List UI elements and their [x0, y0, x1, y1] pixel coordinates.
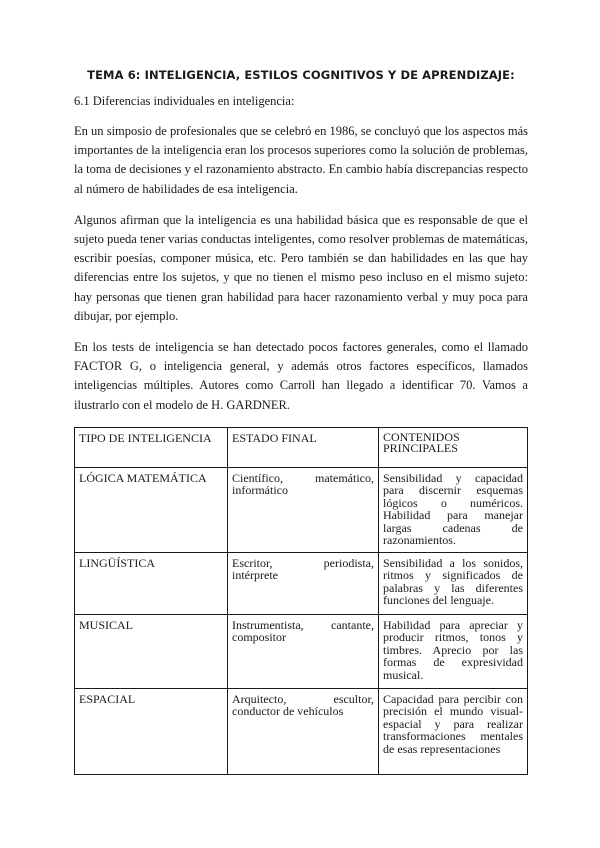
- cell-final-state: Escritor, periodista, intérprete: [228, 552, 379, 614]
- header-cell-contents: CONTENIDOS PRINCIPALES: [379, 427, 528, 467]
- section-subtitle: 6.1 Diferencias individuales en inteligencia:: [74, 94, 295, 108]
- cell-final-state: Científico, matemático, informático: [228, 467, 379, 552]
- table-row: [75, 552, 528, 614]
- cell-contents: Habilidad para apreciar y producir ritmos, tonos y timbres. Aprecio por las formas de expresividad musical.: [379, 614, 528, 688]
- paragraph-2: Algunos afirman que la inteligencia es una habilidad básica que es responsable de que el sujeto pueda tener varias conductas inteligentes, como resolver problemas de matemáticas, escribir poesías, componer música, etc. Pero también se dan habilidades en las que hay diferencias entre los sujetos, y que no tienen el mismo peso incluso en el mismo sujeto: hay personas que tienen gran habilidad para hacer razonamiento verbal y muy poca para dibujar, por ejemplo.: [74, 212, 529, 323]
- header-cell-final-state: ESTADO FINAL: [228, 427, 379, 467]
- table-row: [75, 614, 528, 688]
- cell-contents: Sensibilidad a los sonidos, ritmos y significados de palabras y las diferentes funciones del lenguaje.: [379, 552, 528, 614]
- paragraph-3: En los tests de inteligencia se han detectado pocos factores generales, como el llamado FACTOR G, o inteligencia general, y además otros factores específicos, llamados inteligencias múltiples. Autores como Carroll han llegado a identificar 70. Vamos a ilustrarlo con el modelo de H. GARDNER.: [74, 340, 528, 412]
- paragraph-1: En un simposio de profesionales que se celebró en 1986, se concluyó que los aspectos más importantes de la inteligencia eran los procesos superiores como la solución de problemas, la toma de decisiones y el razonamiento abstracto. En cambio había discrepancias respecto al número de habilidades de esa inteligencia.: [74, 124, 528, 196]
- document-page: [74, 68, 528, 775]
- table-header-row: [75, 427, 528, 467]
- cell-type: MUSICAL: [75, 614, 228, 688]
- table-row: [75, 467, 528, 552]
- cell-final-state: Instrumentista, cantante, compositor: [228, 614, 379, 688]
- table-row: [75, 688, 528, 774]
- header-cell-type: TIPO DE INTELIGENCIA: [75, 427, 228, 467]
- cell-contents: Capacidad para percibir con precisión el mundo visual-espacial y para realizar transformaciones mentales de esas representaciones: [379, 688, 528, 774]
- cell-contents: Sensibilidad y capacidad para discernir esquemas lógicos o numéricos. Habilidad para manejar largas cadenas de razonamientos.: [379, 467, 528, 552]
- cell-type: LINGÜÍSTICA: [75, 552, 228, 614]
- cell-type: LÓGICA MATEMÁTICA: [75, 467, 228, 552]
- cell-type: ESPACIAL: [75, 688, 228, 774]
- intelligence-table: [74, 427, 528, 775]
- document-title: TEMA 6: INTELIGENCIA, ESTILOS COGNITIVOS Y DE APRENDIZAJE:: [87, 68, 515, 82]
- cell-final-state: Arquitecto, escultor, conductor de vehículos: [228, 688, 379, 774]
